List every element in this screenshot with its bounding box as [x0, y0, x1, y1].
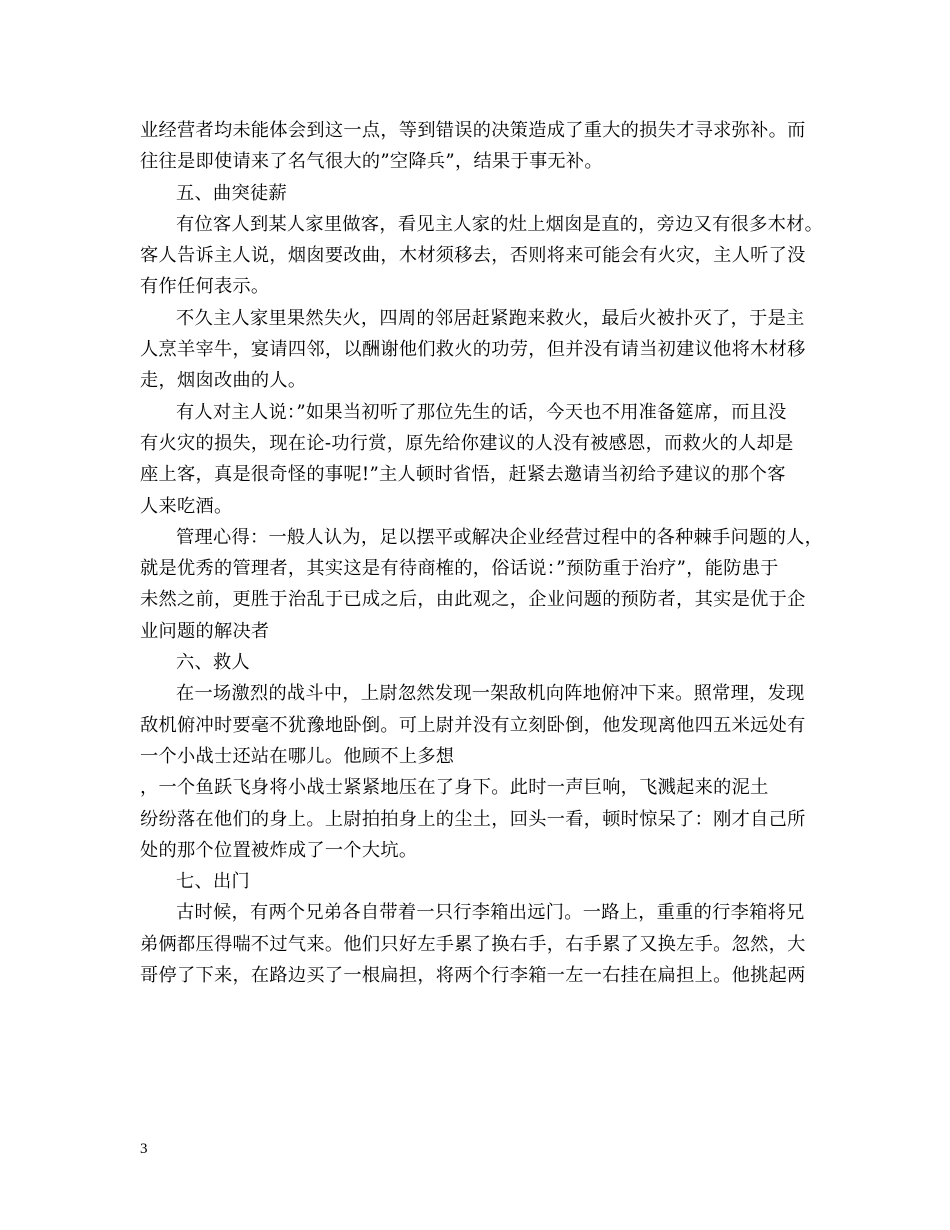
text-line: 一个小战士还站在哪儿。他顾不上多想	[140, 745, 455, 767]
text-line: 在一场激烈的战斗中，上尉忽然发现一架敌机向阵地俯冲下来。照常理，发现	[176, 683, 805, 705]
text-line: 往往是即使请来了名气很大的”空降兵”，结果于事无补。	[140, 151, 603, 173]
text-line: 六、救人	[176, 652, 250, 674]
text-line: 有位客人到某人家里做客，看见主人家的灶上烟囱是直的，旁边又有很多木材。	[176, 213, 824, 235]
text-line: 处的那个位置被炸成了一个大坑。	[140, 839, 418, 861]
text-line: 座上客，真是很奇怪的事呢!”主人顿时省悟，赶紧去邀请当初给予建议的那个客	[140, 464, 786, 486]
text-line: 有作任何表示。	[140, 276, 270, 298]
text-line: 未然之前，更胜于治乱于已成之后，由此观之，企业问题的预防者，其实是优于企	[140, 589, 806, 611]
text-line: 有火灾的损失，现在论-功行赏，原先给你建议的人没有被感恩，而救火的人却是	[140, 432, 794, 454]
text-line: 七、出门	[176, 871, 250, 893]
text-line: 人烹羊宰牛，宴请四邻，以酬谢他们救火的功劳，但并没有请当初建议他将木材移	[140, 339, 806, 361]
page-body-text	[140, 115, 830, 991]
text-line: ，一个鱼跃飞身将小战士紧紧地压在了身下。此时一声巨响，飞溅起来的泥土	[140, 777, 769, 799]
text-line: 就是优秀的管理者，其实这是有待商榷的，俗话说：”预防重于治疗”，能防患于	[140, 558, 779, 580]
text-line: 不久主人家里果然失火，四周的邻居赶紧跑来救火，最后火被扑灭了，于是主	[176, 307, 805, 329]
text-line: 管理心得：一般人认为，足以摆平或解决企业经营过程中的各种棘手问题的人，	[176, 526, 824, 548]
text-line: 敌机俯冲时要毫不犹豫地卧倒。可上尉并没有立刻卧倒，他发现离他四五米远处有	[140, 714, 806, 736]
text-line: 弟俩都压得喘不过气来。他们只好左手累了换右手，右手累了又换左手。忽然，大	[140, 933, 806, 955]
text-line: 古时候，有两个兄弟各自带着一只行李箱出远门。一路上，重重的行李箱将兄	[176, 902, 805, 924]
text-line: 人来吃酒。	[140, 495, 233, 517]
text-line: 哥停了下来，在路边买了一根扁担，将两个行李箱一左一右挂在扁担上。他挑起两	[140, 965, 806, 987]
text-line: 纷纷落在他们的身上。上尉拍拍身上的尘土，回头一看，顿时惊呆了：刚才自己所	[140, 808, 806, 830]
text-line: 五、曲突徒薪	[176, 182, 287, 204]
text-line: 走，烟囱改曲的人。	[140, 370, 307, 392]
text-line: 业经营者均未能体会到这一点，等到错误的决策造成了重大的损失才寻求弥补。而	[140, 120, 806, 141]
text-line: 业问题的解决者	[140, 620, 270, 642]
text-line: 客人告诉主人说，烟囱要改曲，木材须移去，否则将来可能会有火灾，主人听了没	[140, 245, 806, 267]
page-number: 3	[140, 1141, 148, 1157]
text-line: 有人对主人说：”如果当初听了那位先生的话，今天也不用准备筵席，而且没	[176, 401, 787, 423]
